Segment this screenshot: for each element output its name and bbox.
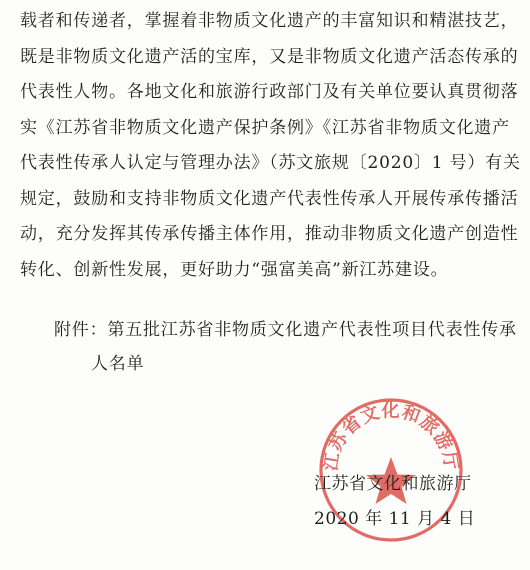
attachment-line: 人名单 [91, 354, 145, 374]
issue-date: 2020 年 11 月 4 日 [314, 509, 476, 529]
svg-text:江苏省文化和旅游厅: 江苏省文化和旅游厅 [320, 400, 462, 473]
paragraph-line: 动，充分发挥其传承传播主体作用，推动非物质文化遗产创造性 [20, 224, 519, 244]
issuer-name: 江苏省文化和旅游厅 [314, 474, 472, 494]
signature-block [292, 467, 512, 537]
paragraph-line: 转化、创新性发展，更好助力“强富美高”新江苏建设。 [20, 259, 449, 280]
body-paragraph [20, 4, 520, 288]
paragraph-line: 载者和传递者，掌握着非物质文化遗产的丰富知识和精湛技艺， [20, 11, 519, 31]
attachment-line: 附件：第五批江苏省非物质文化遗产代表性项目代表性传承 [54, 320, 517, 340]
paragraph-line: 既是非物质文化遗产活的宝库，又是非物质文化遗产活态传承的 [20, 46, 519, 67]
paragraph-line: 实《江苏省非物质文化遗产保护条例》《江苏省非物质文化遗产 [20, 117, 510, 138]
paragraph-line: 规定，鼓励和支持非物质文化遗产代表性传承人开展传承传播活 [20, 188, 519, 209]
attachment-note [54, 313, 524, 381]
paragraph-line: 代表性人物。各地文化和旅游行政部门及有关单位要认真贯彻落 [20, 82, 519, 102]
paragraph-line: 代表性传承人认定与管理办法》（苏文旅规〔2020〕1 号）有关 [20, 153, 521, 173]
